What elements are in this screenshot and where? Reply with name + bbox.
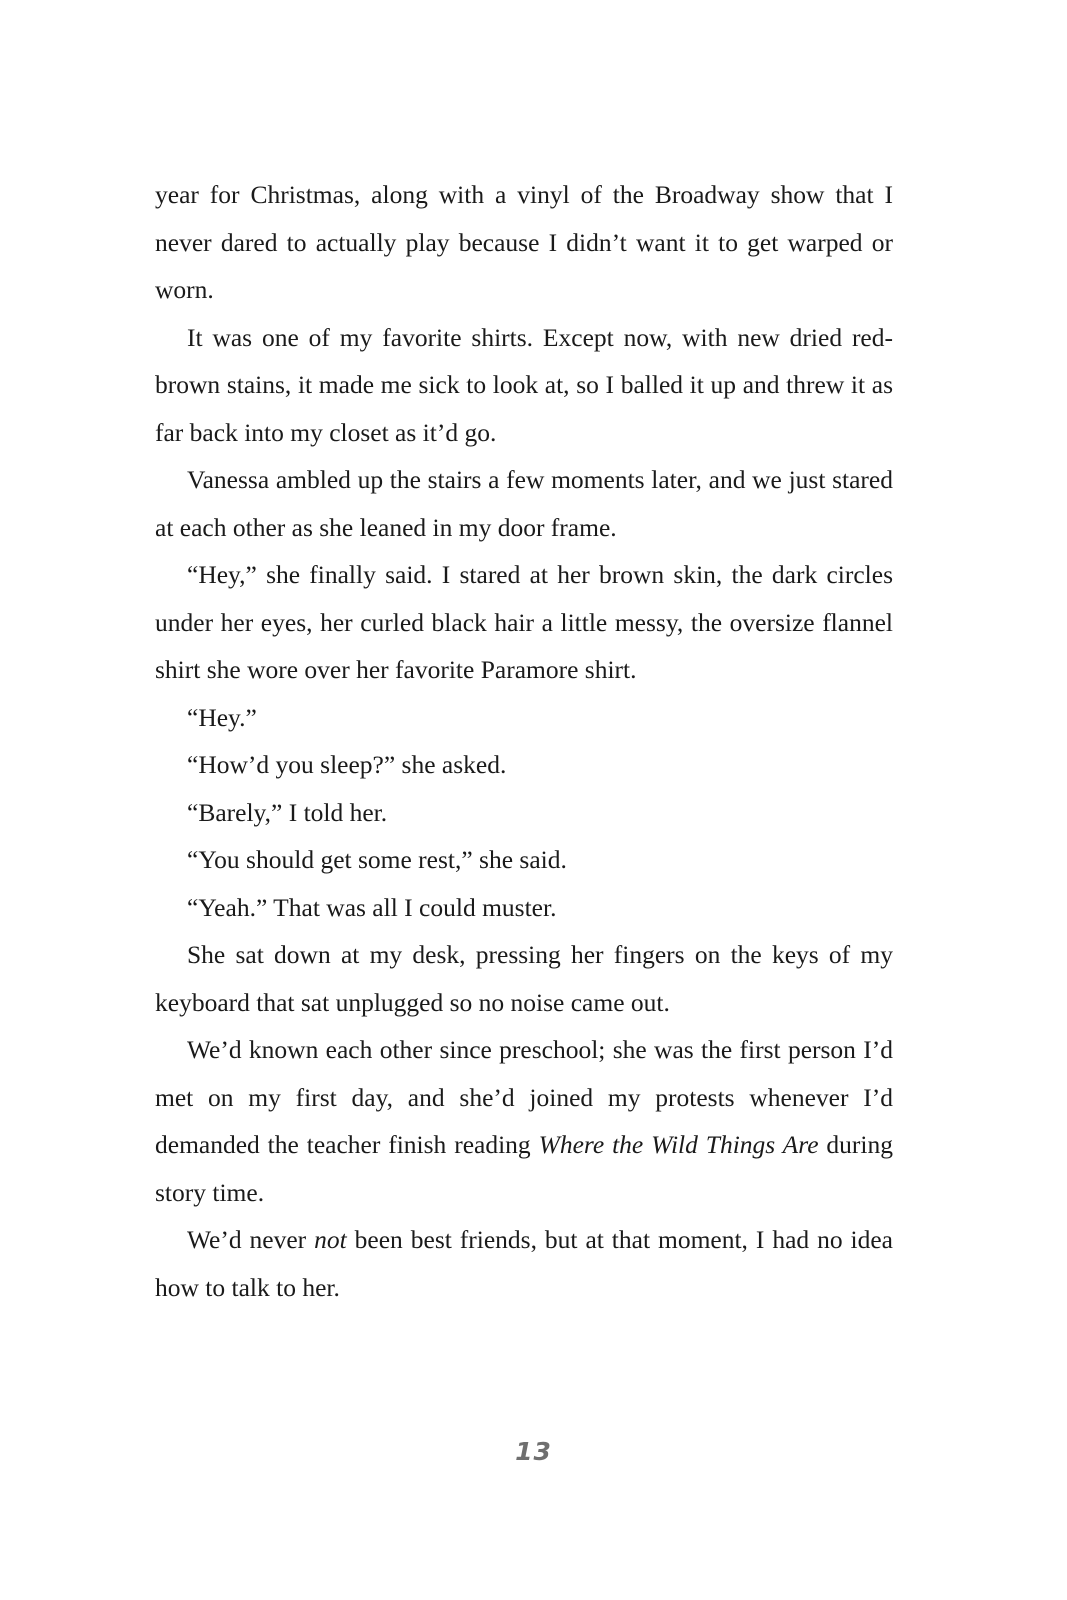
paragraph xyxy=(155,1216,893,1311)
body-text xyxy=(155,171,893,1311)
page-number: 13 xyxy=(515,1437,552,1466)
paragraph-text: We’d never xyxy=(187,1225,315,1254)
paragraph: “Yeah.” That was all I could muster. xyxy=(187,892,557,922)
paragraph: “Hey.” xyxy=(187,702,257,732)
paragraph-text: been best friends, but at that moment, I had no idea how to talk to her. xyxy=(155,1225,894,1302)
paragraph-text: We’d known each other since preschool; she was the first person I’d met on my first day, and she’d joined my protests whenever I’d demanded the teacher finish reading xyxy=(155,1035,893,1159)
paragraph: It was one of my favorite shirts. Except now, with new dried red-brown stains, it made me sick to look at, so I balled it up and threw it as far back into my closet as it’d go. xyxy=(155,322,893,447)
paragraph: year for Christmas, along with a vinyl of the Broadway show that I never dared to actually play because I didn’t want it to get warped or worn. xyxy=(155,180,893,304)
book-title-italic: Where the Wild Things Are xyxy=(538,1130,819,1159)
emphasis-italic: not xyxy=(314,1225,347,1254)
paragraph: “How’d you sleep?” she asked. xyxy=(187,750,507,779)
paragraph-text: during story time. xyxy=(155,1130,894,1207)
paragraph: “Hey,” she finally said. I stared at her brown skin, the dark circles under her eyes, her curled black hair a little messy, the oversize flannel shirt she wore over her favorite Paramore shirt. xyxy=(155,560,893,684)
paragraph xyxy=(155,1026,893,1216)
paragraph: “You should get some rest,” she said. xyxy=(187,845,567,874)
paragraph: “Barely,” I told her. xyxy=(187,797,388,827)
paragraph: She sat down at my desk, pressing her fingers on the keys of my keyboard that sat unplugged so no noise came out. xyxy=(155,940,893,1017)
paragraph: Vanessa ambled up the stairs a few moments later, and we just stared at each other as she leaned in my door frame. xyxy=(155,465,893,542)
